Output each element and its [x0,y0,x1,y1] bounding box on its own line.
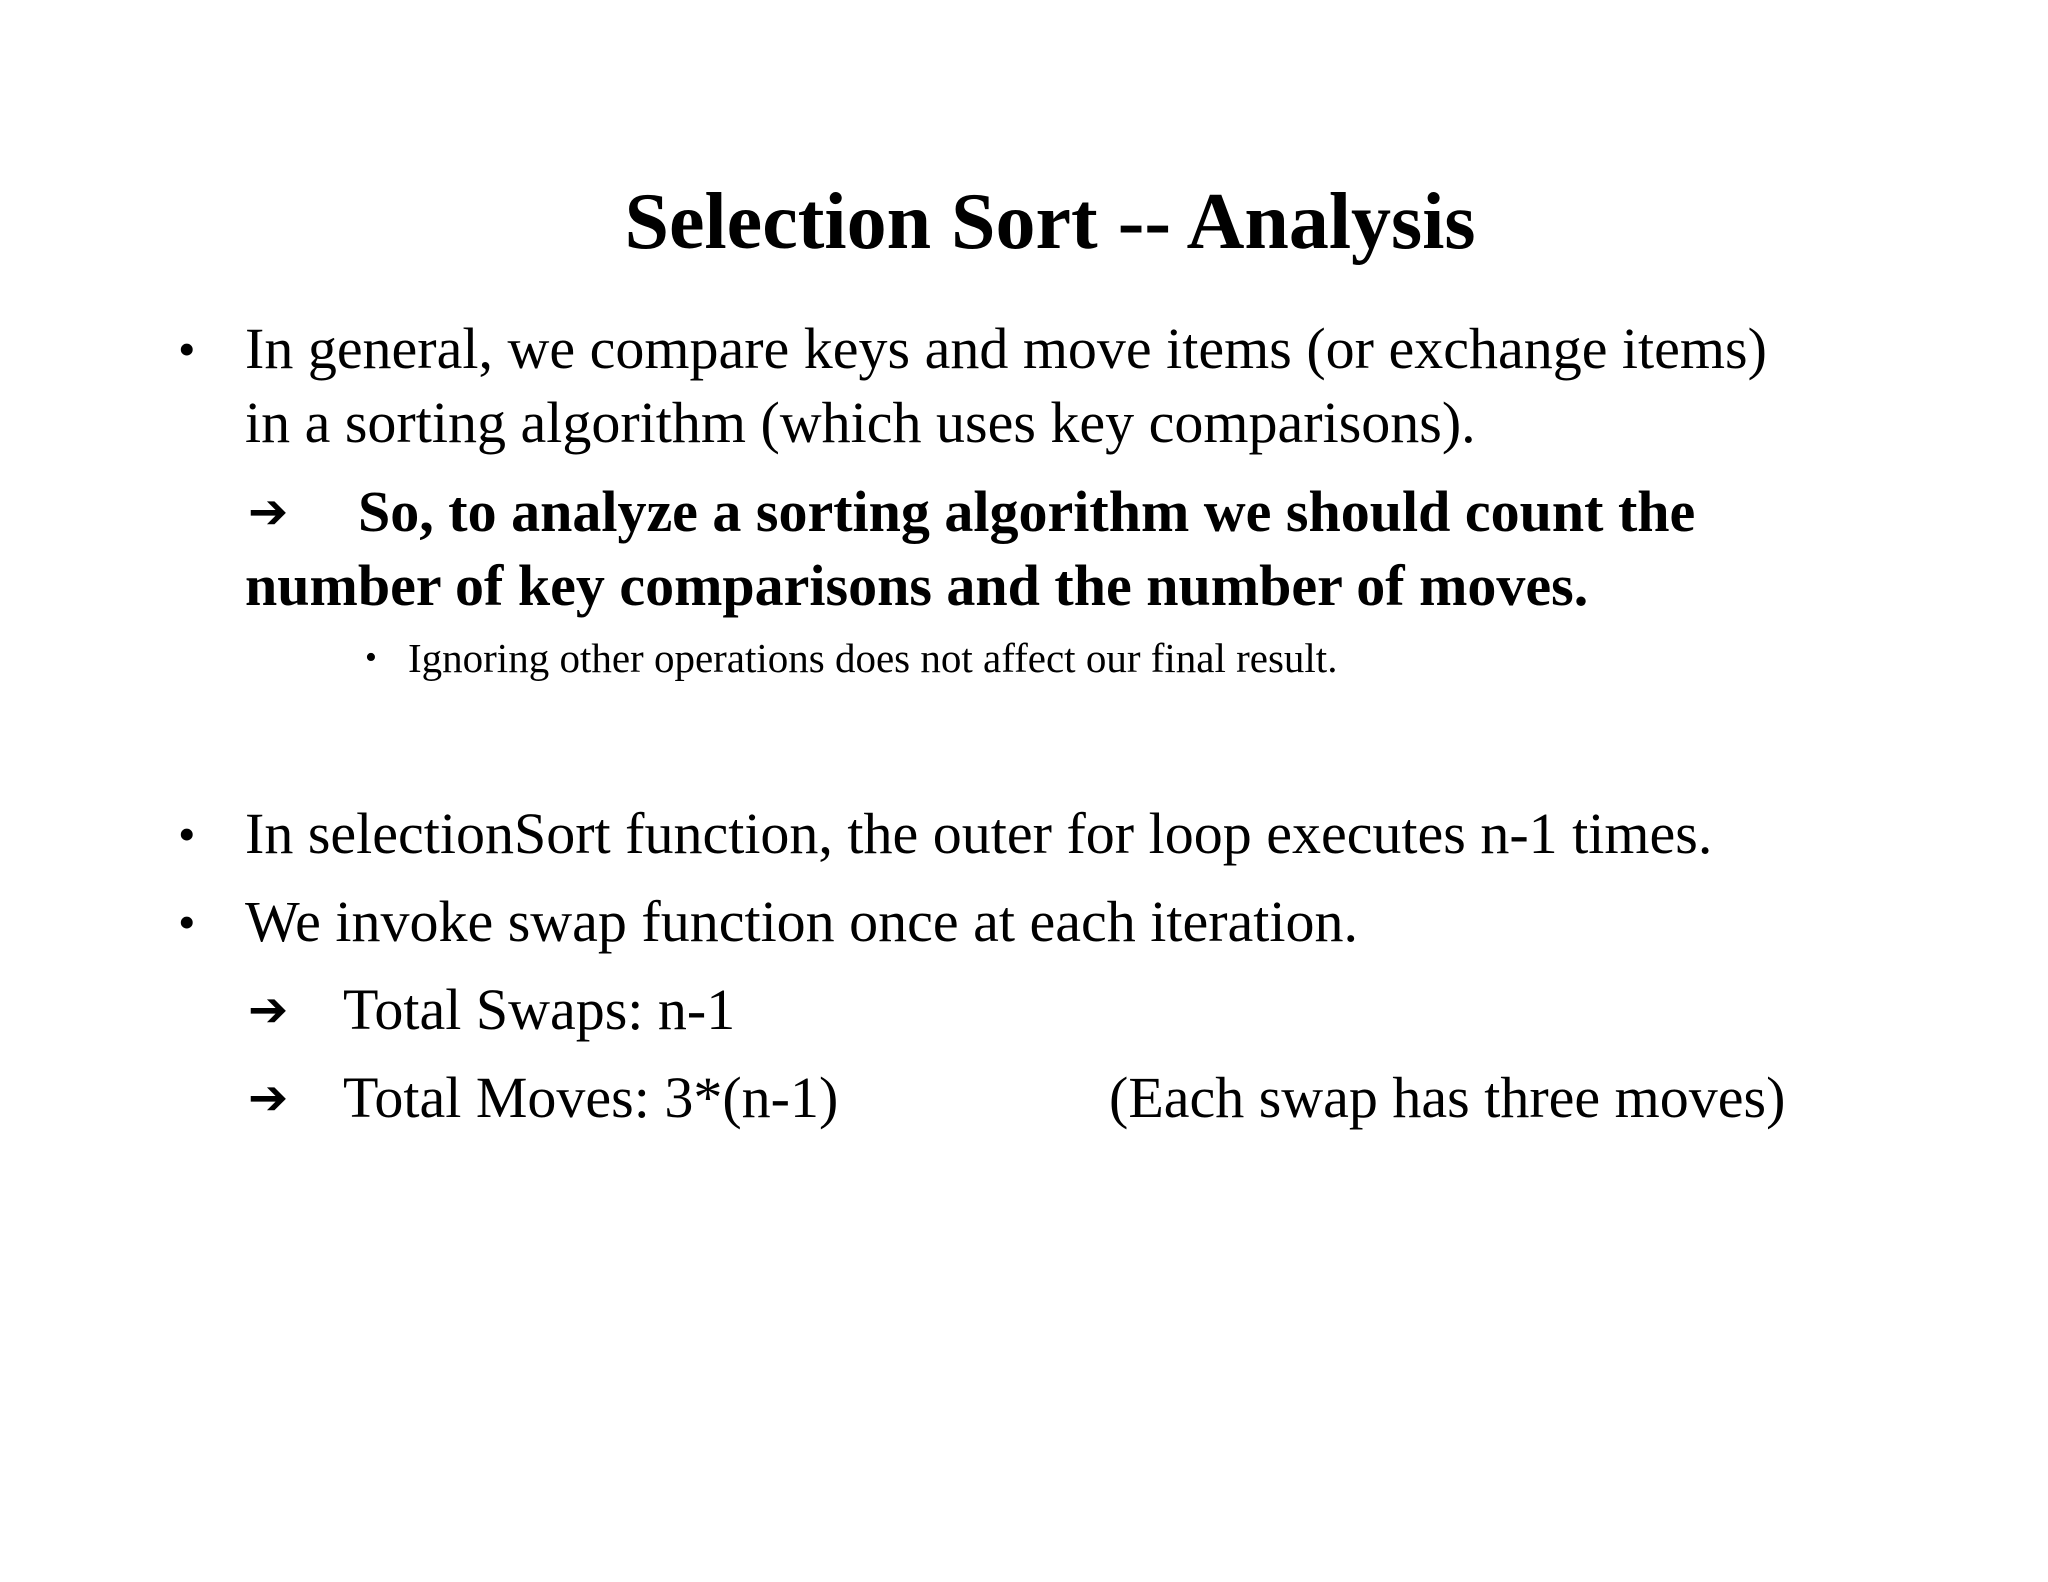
bullet-2-text: In selectionSort function, the outer for loop executes n-1 times. [245,801,1713,866]
bullet-marker: • [178,321,196,377]
bullet-marker: • [178,894,196,950]
arrow-icon: ➔ [248,484,289,540]
total-moves: Total Moves: 3*(n-1) [343,1065,839,1130]
sub-bullet-text: Ignoring other operations does not affect our final result. [408,635,1338,681]
conclusion-line-1: So, to analyze a sorting algorithm we should count the [358,479,1696,544]
bullet-3-text: We invoke swap function once at each iteration. [245,889,1359,954]
bullet-marker: • [178,806,196,862]
sub-bullet-marker: • [365,639,377,676]
slide-title: Selection Sort -- Analysis [624,178,1476,266]
bullet-1-line-2: in a sorting algorithm (which uses key comparisons). [245,390,1476,455]
conclusion-line-2: number of key comparisons and the number of moves. [245,553,1589,618]
bullet-1-line-1: In general, we compare keys and move items (or exchange items) [245,316,1767,381]
arrow-icon: ➔ [248,982,289,1038]
total-swaps: Total Swaps: n-1 [343,977,736,1042]
total-moves-note: (Each swap has three moves) [1109,1065,1786,1130]
arrow-icon: ➔ [248,1070,289,1126]
